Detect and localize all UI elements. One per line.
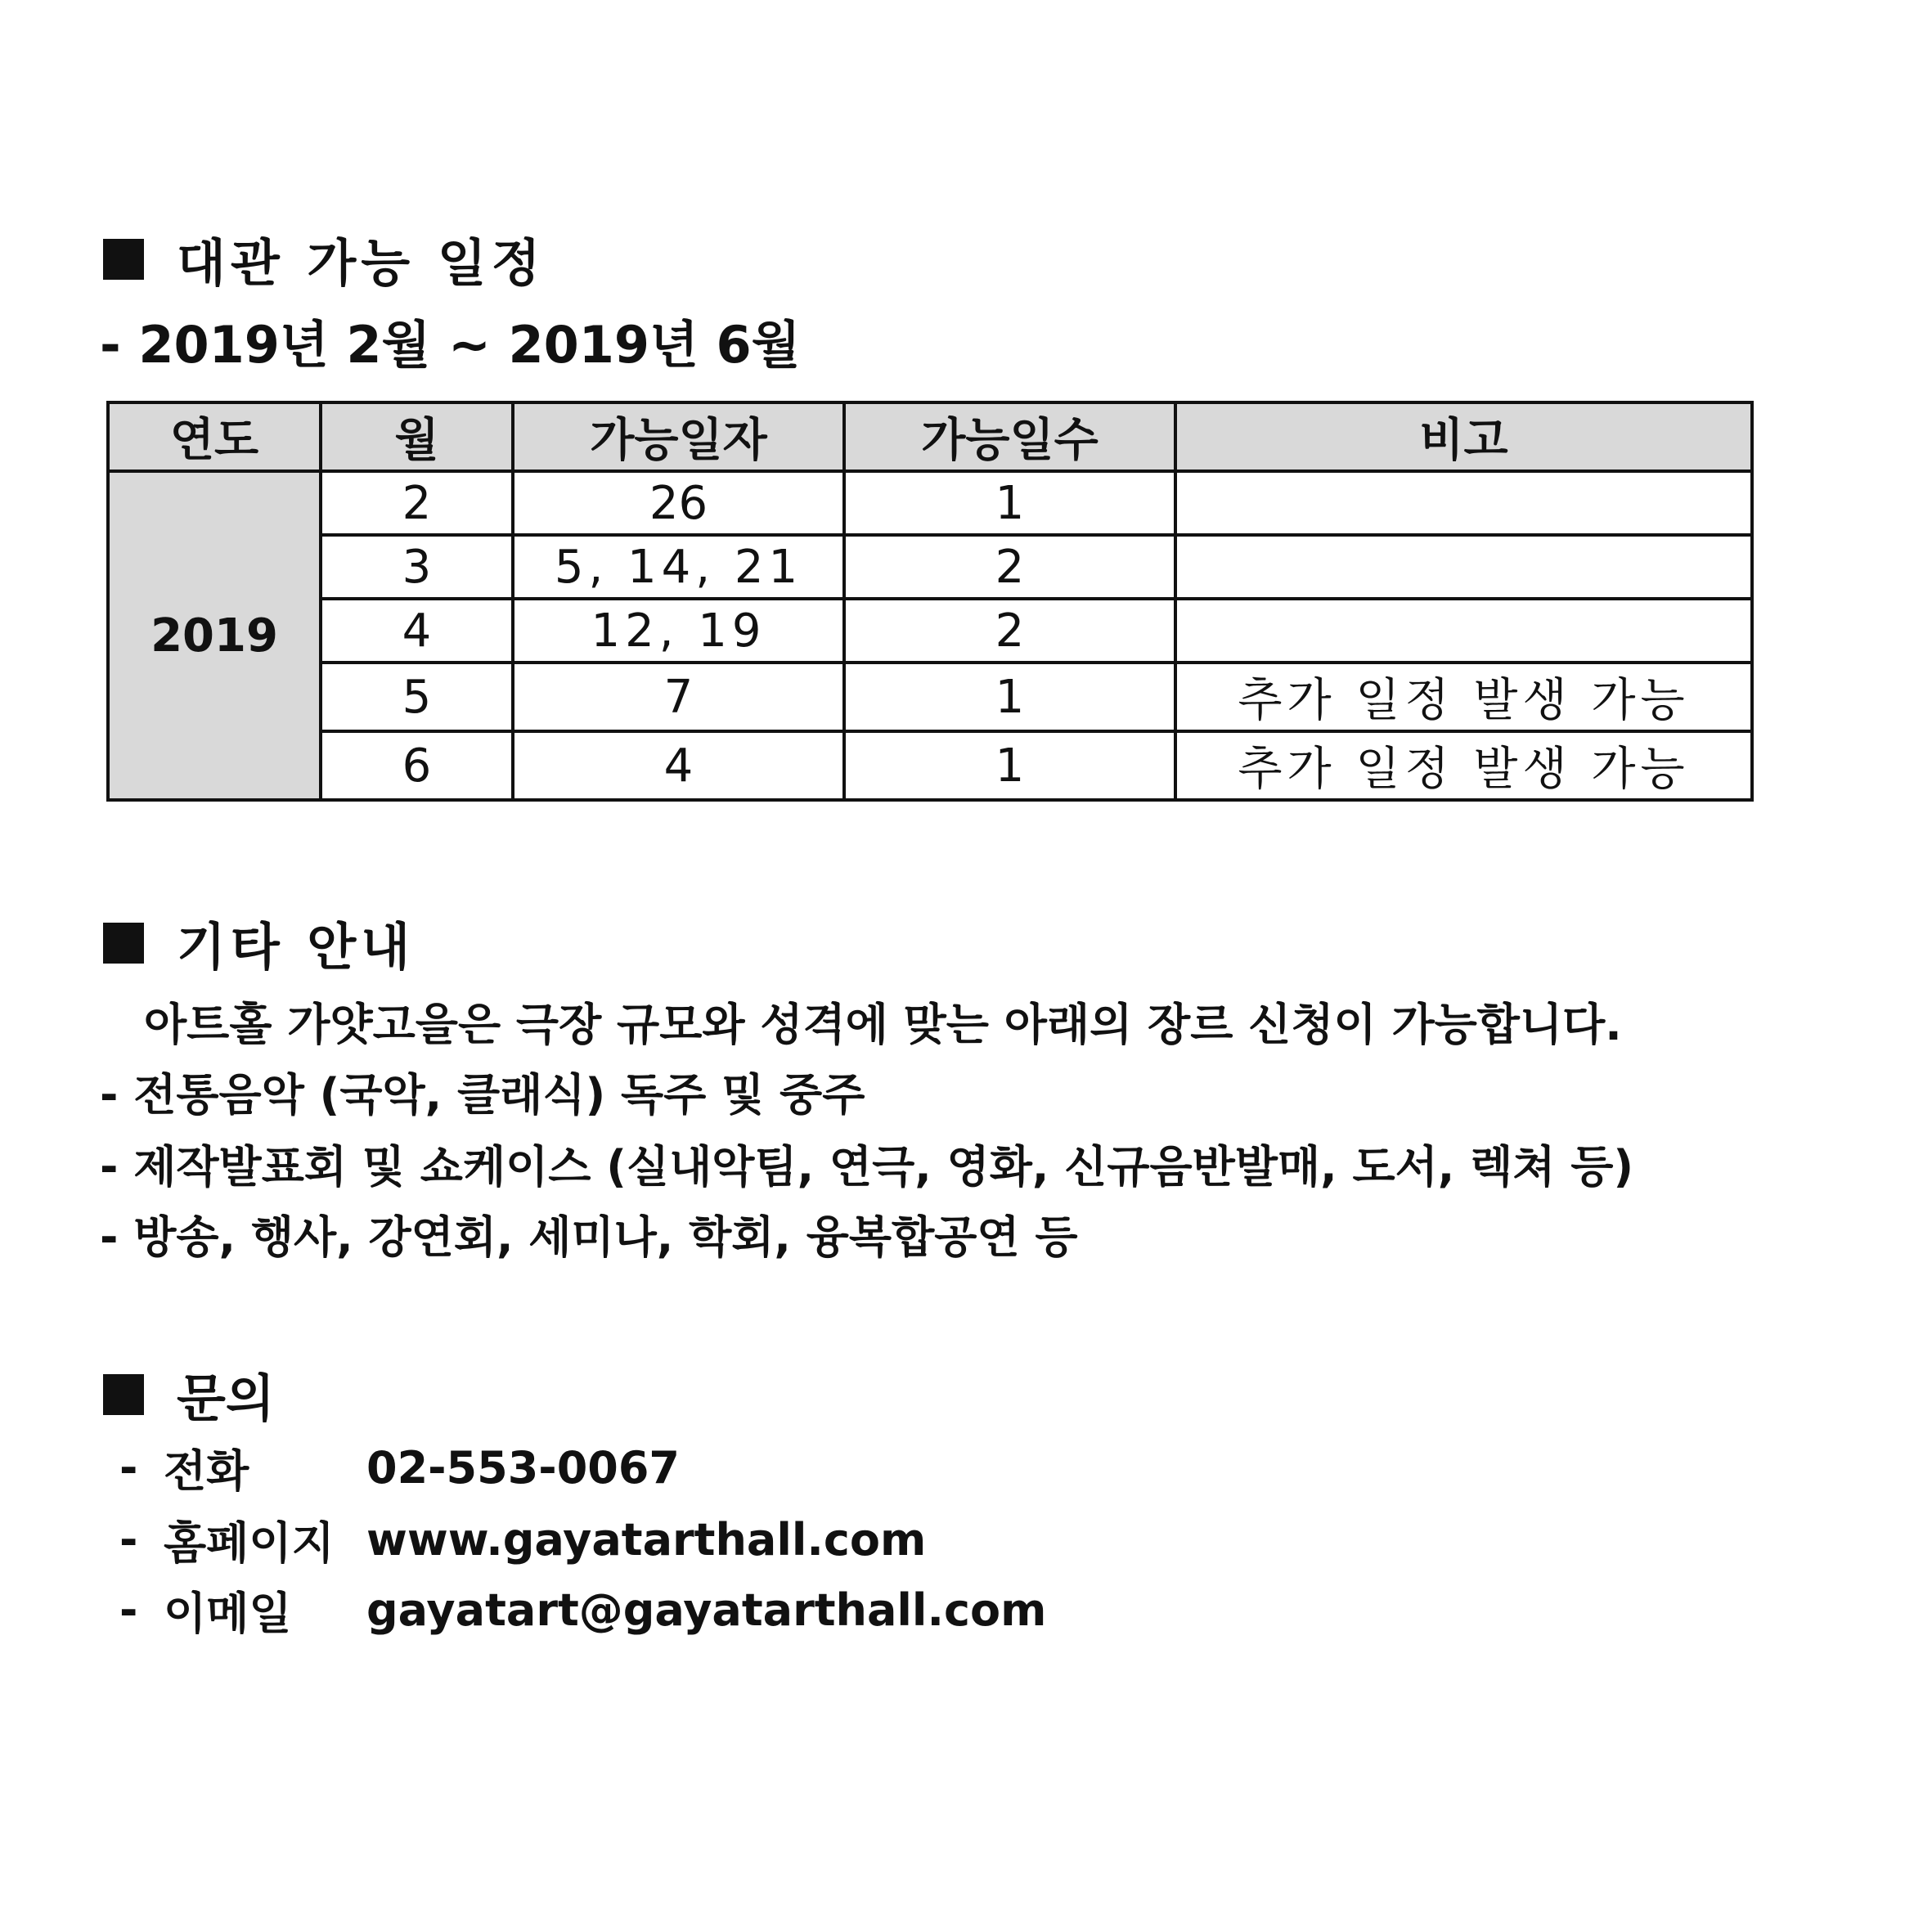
schedule-table — [106, 401, 1754, 802]
schedule-range: - 2019년 2월 ~ 2019년 6월 — [100, 315, 801, 375]
dates-cell: 5, 14, 21 — [513, 535, 844, 599]
dates-cell: 12, 19 — [513, 599, 844, 663]
header-dates: 가능일자 — [513, 402, 844, 471]
square-bullet-icon — [103, 1374, 144, 1415]
homepage-link[interactable]: www.gayatarthall.com — [366, 1514, 927, 1566]
contact-email-row: - 이메일 gayatart@gayatarthall.com — [119, 1579, 1046, 1642]
table-row — [108, 663, 1752, 731]
count-cell: 2 — [844, 599, 1175, 663]
phone-value: 02-553-0067 — [366, 1442, 680, 1494]
header-count: 가능일수 — [844, 402, 1175, 471]
note-cell — [1175, 599, 1752, 663]
month-cell: 6 — [321, 731, 513, 800]
year-cell: 2019 — [108, 471, 321, 800]
month-cell: 2 — [321, 471, 513, 535]
table-row — [108, 535, 1752, 599]
count-cell: 1 — [844, 731, 1175, 800]
schedule-heading — [103, 222, 546, 295]
table-row — [108, 471, 1752, 535]
phone-label: 전화 — [164, 1445, 249, 1497]
note-cell — [1175, 471, 1752, 535]
other-heading-text: 기타 안내 — [177, 917, 416, 977]
dates-cell: 26 — [513, 471, 844, 535]
note-cell: 추가 일정 발생 가능 — [1175, 663, 1752, 731]
header-month: 월 — [321, 402, 513, 471]
month-cell: 5 — [321, 663, 513, 731]
table-row — [108, 731, 1752, 800]
note-cell — [1175, 535, 1752, 599]
other-heading — [103, 906, 415, 979]
header-note: 비고 — [1175, 402, 1752, 471]
contact-heading-text: 문의 — [177, 1368, 275, 1428]
square-bullet-icon — [103, 239, 144, 280]
contact-heading — [103, 1358, 275, 1431]
contact-phone-row: - 전화 02-553-0067 — [119, 1436, 680, 1499]
count-cell: 1 — [844, 663, 1175, 731]
schedule-heading-text: 대관 가능 일정 — [177, 233, 546, 293]
contact-homepage-row: - 홈페이지 www.gayatarthall.com — [119, 1508, 926, 1571]
count-cell: 2 — [844, 535, 1175, 599]
count-cell: 1 — [844, 471, 1175, 535]
dates-cell: 7 — [513, 663, 844, 731]
other-intro: 아트홀 가얏고을은 극장 규모와 성격에 맞는 아래의 장르 신청이 가능합니다. — [144, 999, 1622, 1050]
table-row — [108, 599, 1752, 663]
homepage-label: 홈페이지 — [164, 1517, 335, 1569]
list-item: - 전통음악 (국악, 클래식) 독주 및 중주 — [100, 1069, 865, 1121]
list-item: - 제작발표회 및 쇼케이스 (실내악팀, 연극, 영화, 신규음반발매, 도서, 렉쳐 등) — [100, 1141, 1634, 1193]
square-bullet-icon — [103, 923, 144, 964]
month-cell: 3 — [321, 535, 513, 599]
list-item: - 방송, 행사, 강연회, 세미나, 학회, 융복합공연 등 — [100, 1211, 1078, 1263]
note-cell: 추가 일정 발생 가능 — [1175, 731, 1752, 800]
table-header-row — [108, 402, 1752, 471]
dates-cell: 4 — [513, 731, 844, 800]
header-year: 연도 — [108, 402, 321, 471]
email-link[interactable]: gayatart@gayatarthall.com — [366, 1584, 1047, 1636]
month-cell: 4 — [321, 599, 513, 663]
email-label: 이메일 — [164, 1588, 292, 1639]
